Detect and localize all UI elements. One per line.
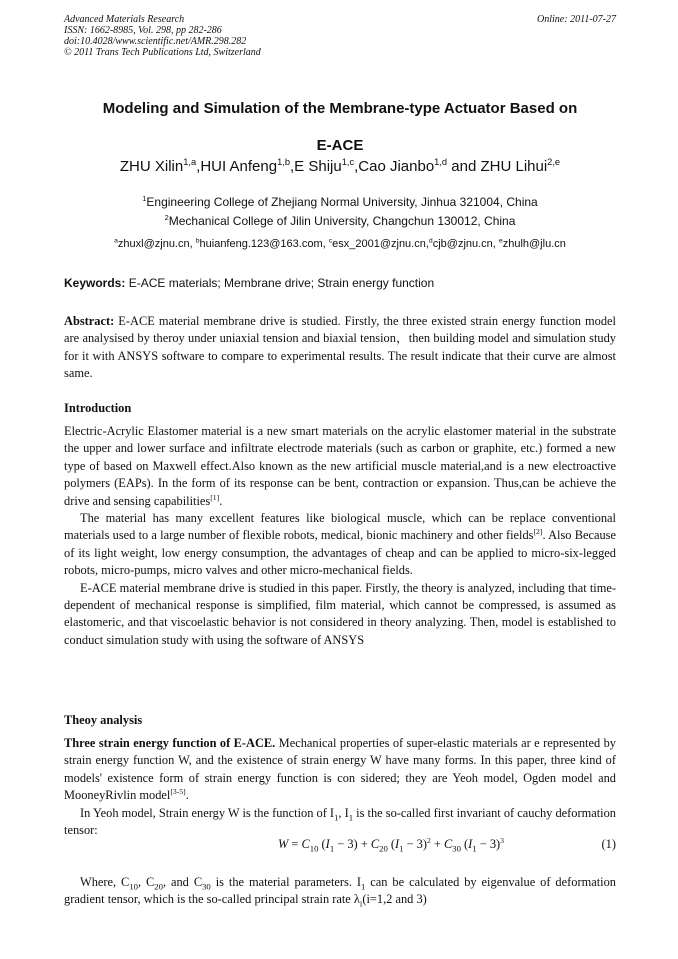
email-list (64, 238, 616, 250)
journal-header (64, 14, 616, 58)
email: $^c$esx_2001@zjnu.cn, (328, 237, 429, 250)
author: ZHU Xilin$^{1,a}$, (119, 157, 201, 175)
abstract-text: E-ACE material membrane drive is studied. Firstly, the three existed strain energy function model are analysised by theroy under uniaxial tension and biaxial tension，then building model and simulation study for it with ANSYS software to compare to experimental results. The result indicate that their curve are almost same. (64, 314, 620, 381)
section-heading-theory: Theoy analysis (64, 713, 143, 727)
paper-title (64, 90, 616, 164)
citation: [1] (210, 492, 220, 502)
author-list (64, 158, 616, 175)
citation: [2] (533, 527, 543, 537)
abstract (64, 313, 620, 383)
email: $^d$cjb@zjnu.cn, (428, 237, 499, 250)
paragraph: Three strain energy function of E-ACE. Mechanical properties of super-elastic materials ar e represented by strain energy function W, and the existence of strain energy W have many forms. In this paper, three kind of models' existence form of strain energy function is con sidered; they are Yeoh model, Ogden model and MooneyRivlin model[3-5]. (64, 736, 620, 803)
affiliation: $^2$Mechanical College of Jilin University, Changchun 130012, China (164, 213, 516, 228)
author: E Shiju$^{1,c}$, (294, 157, 359, 175)
author: HUI Anfeng$^{1,b}$, (200, 157, 295, 175)
author: Cao Jianbo$^{1,d}$ and (358, 157, 481, 175)
journal-name: Advanced Materials Research (64, 14, 185, 25)
keywords-label: Keywords: (64, 276, 126, 290)
affiliation: $^1$Engineering College of Zhejiang Normal University, Jinhua 321004, China (142, 194, 538, 209)
keywords (64, 276, 616, 290)
paragraph: In Yeoh model, Strain energy W is the function of $I_1$, $I_1$ is the so-called first invariant of cauchy deformation tensor: (64, 805, 616, 838)
title-line-1: Modeling and Simulation of the Membrane-type Actuator Based on (102, 100, 578, 117)
citation: [3-5] (170, 787, 186, 797)
paragraph: Electric-Acrylic Elastomer material is a new smart materials on the acrylic elastomer material in the substrate the upper and lower surface and infiltrate electrode materials (such as carbon or graphite, etc.) formed a new type of based on Maxwell effect.Also known as the new artificial muscle material,and is a new electroactive polymers (EAPs). In the form of its response can be bent, contraction or expansion. Thus,can be achieve the drive and sensing capabilities[1]. (64, 424, 616, 508)
journal-issn: ISSN: 1662-8985, Vol. 298, pp 282-286 (64, 25, 222, 36)
email: $^a$zhuxl@zjnu.cn, (114, 237, 196, 250)
email: $^e$zhulh@jlu.cn (498, 237, 566, 250)
affiliations (64, 193, 616, 231)
equation-number: (1) (601, 837, 616, 851)
paragraph: The material has many excellent features like biological muscle, which can be replace conventional materials used to a large number of flexible robots, medical, bionic machinery and other fields[2]. Also Because of its light weight, low energy consumption, the advantages of cheap and can be applied to micro-six-legged robots, micro-pumps, micro valves and other micro-mechanical fields. (64, 511, 617, 578)
online-date: Online: 2011-07-27 (537, 14, 616, 25)
theory-body (64, 735, 620, 839)
paragraph: E-ACE material membrane drive is studied in this paper. Firstly, the theory is analyzed, including that time-dependent of mechanical response is simplified, film material, which cannot be compressed, is assumed as elastomeric, and that viscoelastic behavior is not considered in theory analyzing. Then, model is established to conduct simulation study with using the software of ANSYS (64, 580, 616, 647)
title-line-2: E-ACE (316, 137, 364, 154)
abstract-label: Abstract: (64, 314, 115, 328)
keywords-text: E-ACE materials; Membrane drive; Strain energy function (125, 276, 435, 290)
theory-body-continued (64, 874, 616, 909)
yeoh-formula: $W = C_{10}$ $(I_1 - 3) + C_{20}$ $(I_1 - 3)^2 + C_{30}$ $(I_1 - 3)^3$ (278, 835, 504, 854)
subsection-heading: Three strain energy function of E-ACE. (64, 736, 276, 750)
email: $^b$huianfeng.123@163.com, (195, 237, 329, 250)
journal-doi: doi:10.4028/www.scientific.net/AMR.298.282 (64, 36, 247, 47)
paragraph: Where, $C_{10}$, $C_{20}$, and $C_{30}$ is the material parameters. $I_1$ can be calculated by eigenvalue of deformation gradient tensor, which is the so-called principal strain rate $\lambda_i(i=1,2$ and 3) (64, 875, 616, 909)
section-heading-introduction: Introduction (64, 401, 132, 415)
introduction-body (64, 423, 616, 649)
author: ZHU Lihui$^{2,e}$ (480, 157, 561, 175)
journal-copyright: © 2011 Trans Tech Publications Ltd, Switzerland (64, 47, 261, 58)
equation-1 (64, 835, 616, 857)
